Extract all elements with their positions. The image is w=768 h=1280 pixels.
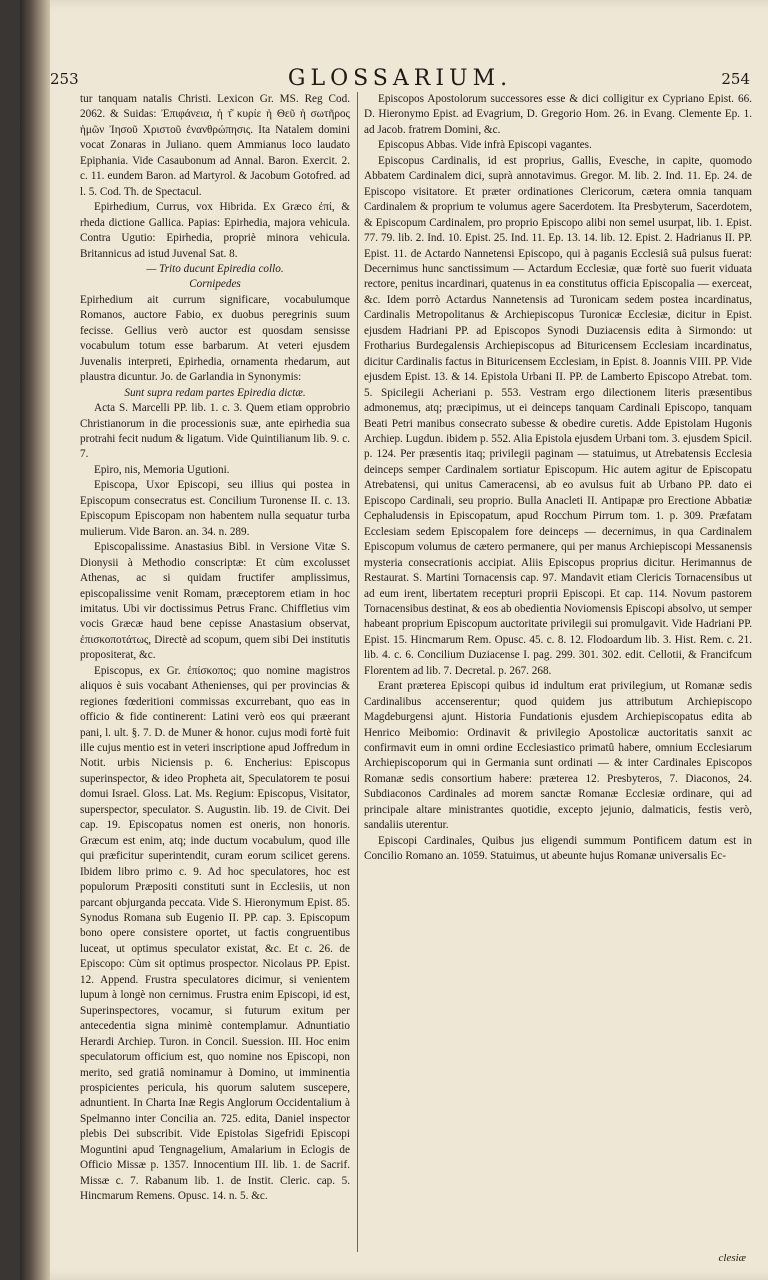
book-gutter <box>20 0 50 1280</box>
verse-line: — Trito ducunt Epiredia collo. <box>146 262 284 275</box>
page-number-left: 253 <box>50 70 79 88</box>
paragraph: Episcopos Apostolorum successores esse & dici colligitur ex Cypriano Epist. 66. D. Hieronymo Epist. ad Evagrium, D. Gregorio Hom. 26. in Evang. Clemente Ep. 1. ad Jacob. fratrem Domini, &c. <box>364 93 752 136</box>
page-number-right: 254 <box>721 70 750 88</box>
left-column <box>80 92 350 1267</box>
page-header <box>50 66 750 92</box>
paragraph: Episcopi Cardinales, Quibus jus eligendi summum Pontificem datum est in Concilio Romano an. 1059. Statuimus, ut abeunte hujus Romanæ universalis Ec- <box>364 834 752 863</box>
paragraph: Episcopus, ex Gr. ἐπίσκοπος; quo nomine magistros aliquos è suis vocabant Athenienses, qui per provincias & regiones fœderitioni commissas excurrebant, quo eas in officio & fide continerent: Latini verò eos qui præerant pani, l. ult. §. 7. D. de Muner & honor. cujus modi fortè fuit ille cujus mentio est in veteri inscriptione apud Joffredum in Notit. urbis Niciensis p. 6. Encherius: Episcopus superinspector, & ideo Propheta ait, Speculatorem te posui domui Israel. Gloss. Lat. Ms. Regium: Episcopus, Visitator, superspector, speculator. S. Augustin. lib. 19. de Civit. Dei cap. 19. Episcopatus nomen est oneris, non honoris. Græcum est enim, atq; inde ductum vocabulum, quod ille qui præficitur superintendit, curam eorum scilicet gerens. Ibidem libro primo c. 9. Ad hoc speculatores, hoc est populorum Præpositi constituti sunt in Ecclesiis, ut non parcant objurganda peccata. Vide S. Hieronymum Epist. 85. Synodus Romana sub Eugenio II. PP. cap. 3. Episcopum bono opere consistere oportet, ut factis congruentibus luceat, ut optimus speculator existat, &c. Et c. 26. de Episcopo: Cùm sit optimus prospector. Nicolaus PP. Epist. 12. Append. Frustra speculatores dicimur, si venientem lupum à longè non cernimus. Frustra enim Episcopi, id est, Superinspectores, vocamur, si futurum exitum per antecedentia signa minimè contemplamur. Adnuntiatio Herardi Archiep. Turon. in Concil. Suession. III. Hoc enim speculatorum officium est, quo nomine nos Episcopi, non merito, sed gratiâ nominamur à Domino, ut imminentia prospicientes pericula, his quorum salutem suscepere, adnuntient. In Charta Inæ Regis Anglorum Occidentalium à Spelmanno inter Concilia an. 725. edita, Daniel inspector plebis Dei subscribit. Vide Epistolas Sigefridi Episcopi Moguntini apud Tengnagelium, Amalarium in Eclogis de Officio Missæ p. 1357. Innocentium III. lib. 1. de Sacrif. Missæ c. 7. Rabanum lib. 1. de Instit. Cleric. cap. 5. Hincmarum Remens. Opusc. 14. n. 5. &c. <box>80 664 350 1203</box>
column-divider <box>357 92 358 1252</box>
book-page <box>20 0 768 1280</box>
paragraph: Epiro, nis, Memoria Ugutioni. <box>94 463 230 476</box>
paragraph: Epirhedium ait currum significare, vocabulumque Romanos, auctore Fabio, ex duobus peregrinis suum fecisse. Gellius verò auctor est quosdam sensisse vocabulum totum esse barbarum. At veteri ejusdem Juvenalis interpreti, Epirhedia, ornamenta rhedarum, aut plaustra dicuntur. Jo. de Garlandia in Synonymis: <box>80 293 350 384</box>
paragraph: Episcopus Cardinalis, id est proprius, Gallis, Evesche, in capite, quomodo Abbatem Cardinalem dici, suprà annotavimus. Gregor. M. lib. 2. Ind. 11. Ep. 24. de Episcopo visitatore. Et præter ordinationes Clericorum, cætera omnia tanquam Cardinalem & proprium te volumus agere Sacerdotem. Ita Presbyterum, Sacerdotem, & Episcopum Cardinalem, pro proprio Episcopo alibi non semel usurpat, lib. 1. Epist. 77. 79. lib. 2. Ind. 10. Epist. 25. Ind. 11. Ep. 13. 14. lib. 12. Epist. 2. Hadrianus II. PP. Epist. 11. de Actardo Nannetensi Episcopo, qui à paganis Ecclesiâ suâ pulsus fuerat: Decernimus hunc sanctissimum — Actardum Ecclesiæ, quæ fortè suo fuerit viduata rectore, penitus incardinari, quatenus in ea constitutus officia Episcopalia — exerceat, &c. Idem porrò Actardus Nannetensis ad Turonicam sedem postea incardinatus, Cardinalis Metropolitanus & Archiepiscopus Turonicæ Ecclesiæ, dicitur in Epist. ejusdem Hadriani PP. ad Episcopos Synodi Duziacensis edita à Sirmondo: ut Frotharius Burdegalensis Archiepiscopus ad Bituricensem Ecclesiam incardinatus, dicitur Cardinalis factus in Bituricensem Ecclesiam, in Epist. 8. Joannis VIII. PP. Vide ejusdem Epist. 13. & 14. Epistola Urbani II. PP. de Lamberto Episcopo Atrebat. tom. 5. Spicilegii Acheriani p. 553. Vestram ergo dilectionem literis præsentibus admonemus, atq; præcipimus, ut ei deinceps tanquam Cardinali Episcopo, tanquam Beati Petri manibus consecrato subesse & obedire curetis. Adde Epistolam Hugonis Archiep. Lugdun. ibidem p. 552. Alia Epistola ejusdem Urbani tom. 3. ejusdem Spicil. p. 124. Per præsentis itaq; privilegii paginam — statuimus, ut Atrebatensis Ecclesia deinceps semper Cardinalem sortiatur Episcopum. Hic autem agitur de Episcopatu Atrebatensi, qui unitus Cameracensi, ab eo avulsus fuit ab Urbano PP. dato ei Episcopo Cardinali, seu proprio. Bulla Anacleti II. Antipapæ pro Erectione Abbatiæ Cephaludensis in Episcopatum, apud Rocchum Pirrum tom. 1. p. 309. Præfatam Ecclesiam sedem Episcopalem fore deinceps — decernimus, in qua Cardinalem Episcopum volumus de cætero permanere, qui per manus Archiepiscopi Messanensis mysteria consecrationis accipiat. Aliis Episcopus proprius dicitur. Herimannus de Restaurat. S. Martini Tornacensis cap. 97. Mandavit etiam Clericis Tornacensibus ut ad eum irent, libertatem recepturi proprii Episcopi. Et cap. 114. Novum pastorem Tornacensibus destinat, & eos ab obedientia Noviomensis Episcopi absolvo, ut semper habeant proprium Episcopum auctoritate privilegii sui promulgavit. Vide Hadriani PP. Epist. 15. Hincmarum Rem. Opusc. 45. c. 8. 12. Flodoardum lib. 3. Hist. Rem. c. 21. lib. 4. c. 6. Concilium Duziacense I. pag. 299. 301. 302. edit. Cellotii, & Francifcum Florentem ad lib. 7. Decretal. p. 267. 268. <box>364 154 752 677</box>
paragraph: tur tanquam natalis Christi. Lexicon Gr. MS. Reg Cod. 2062. & Suidas: Ἐπιφάνεια, ἡ τ͂ κυρίε ἡ Θεῦ ἡ σωτῆρος ἡμῶν Ἰησοῦ Χριστοῦ ἐνανθρώπησις. Ita Natalem domini vocat Zonaras in Juliano. quem Ammianus loco laudato Epiphania. Vide Casaubonum ad Annal. Baron. Exercit. 2. c. 11. eundem Baron. ad Martyrol. & Jacobum Gotofred. ad l. 5. Cod. Th. de Spectacul. <box>80 93 350 198</box>
paragraph: Episcopa, Uxor Episcopi, seu illius qui postea in Episcopum consecratus est. Concilium Turonense II. c. 13. Episcopum Episcopam non habentem nulla sequatur turba mulierum. Vide Baron. an. 34. n. 289. <box>80 479 350 538</box>
paragraph: Epirhedium, Currus, vox Hibrida. Ex Græco ἐπί, & rheda dictione Gallica. Papias: Epirhedia, majora vehicula. Contra Ugutio: Epirhedia, propriè minora vehicula. Britannicus ad istud Juvenal Sat. 8. <box>80 201 350 260</box>
paragraph: Episcopus Abbas. Vide infrà Episcopi vagantes. <box>378 139 592 152</box>
catchword: clesiæ <box>718 1252 746 1264</box>
running-title: GLOSSARIUM. <box>287 66 513 91</box>
right-column <box>364 92 752 1267</box>
paragraph: Episcopalissime. Anastasius Bibl. in Versione Vitæ S. Dionysii à Methodio conscriptæ: Et cùm excolusset Athenas, ac si quidam fructifer amplissimus, episcopalissime venit Romam, præceptorem etiam in hoc imitatus. Ubi vir doctissimus Petrus Franc. Chiffletius vim vocis Græcæ haud bene cepisse Anastasium observat, ἐπισκοποτάτως, Directè ad scopum, quem sibi Dei institutis propositerat, &c. <box>80 541 350 662</box>
verse-line: Cornipedes <box>189 278 241 291</box>
verse-line: Sunt supra redam partes Epiredia dictæ. <box>124 386 306 399</box>
paragraph: Acta S. Marcelli PP. lib. 1. c. 3. Quem etiam opprobrio Christianorum in die processionis suæ, ante epirhedia sua protrahi fecit nudum & ligatum. Vide Quintilianum lib. 9. c. 7. <box>80 402 350 461</box>
paragraph: Erant præterea Episcopi quibus id indultum erat privilegium, ut Romanæ sedis Cardinalibus accenserentur; quod quidem jus attributum Archiepiscopo Magdeburgensi ajunt. Historia Fundationis ejusdem Archiepiscopatus edita ab Henrico Meibomio: Ordinavit & privilegio Apostolicæ auctoritatis sanxit ac confirmavit eum in omni ordine Ecclesiastico primatû habere, omnium Ecclesiarum Archiepiscoporum qui in Germania sunt ordinati — & inter Cardinales Episcopos Romanæ sedis consortium habere: præterea 12. Presbyteros, 7. Diaconos, 24. Subdiaconos Cardinales ad morem sanctæ Romanæ Ecclesiæ ordinare, qui ad principale altare ministrantes quotidie, excepto jejunio, dalmaticis, festis verò, sandaliis uterentur. <box>364 680 752 832</box>
